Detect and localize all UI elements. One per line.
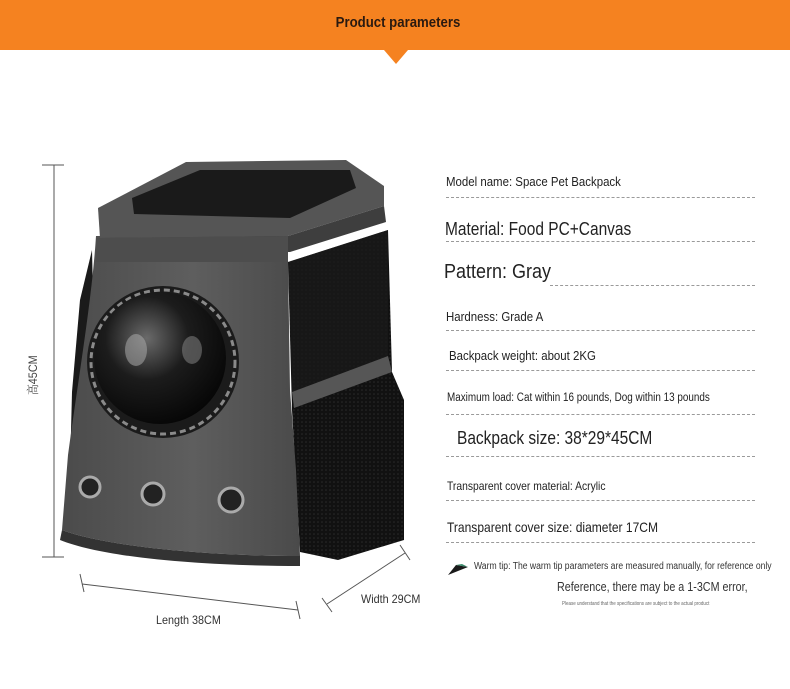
length-label: Length 38CM [156,613,221,627]
spec-divider [446,500,755,501]
spec-model-name: Model name: Space Pet Backpack [446,174,621,189]
warm-tip-text: Warm tip: The warm tip parameters are measured manually, for reference only [474,561,772,572]
spec-divider [446,456,755,457]
spec-hardness: Hardness: Grade A [446,309,544,324]
spec-max-load: Maximum load: Cat within 16 pounds, Dog within 13 pounds [447,392,710,404]
spec-divider [446,241,755,242]
spec-divider [446,330,755,331]
height-label: 高45CM [26,355,40,395]
spec-material: Material: Food PC+Canvas [445,219,632,239]
width-label: Width 29CM [361,592,421,606]
reference-note: Reference, there may be a 1-3CM error, [557,580,748,594]
spec-cover-size: Transparent cover size: diameter 17CM [447,519,659,535]
warm-tip-icon [448,563,468,577]
spec-divider [446,197,755,198]
spec-divider [446,542,755,543]
page-title: Product parameters [335,14,461,31]
spec-pattern: Pattern: Gray [444,261,552,283]
spec-cover-material: Transparent cover material: Acrylic [447,479,606,493]
spec-divider [446,370,755,371]
spec-weight: Backpack weight: about 2KG [449,348,596,363]
spec-divider [550,285,755,286]
spec-size: Backpack size: 38*29*45CM [457,428,653,448]
spec-divider [446,414,755,415]
fineprint-note: Please understand that the specifications are subject to the actual product [562,601,710,607]
